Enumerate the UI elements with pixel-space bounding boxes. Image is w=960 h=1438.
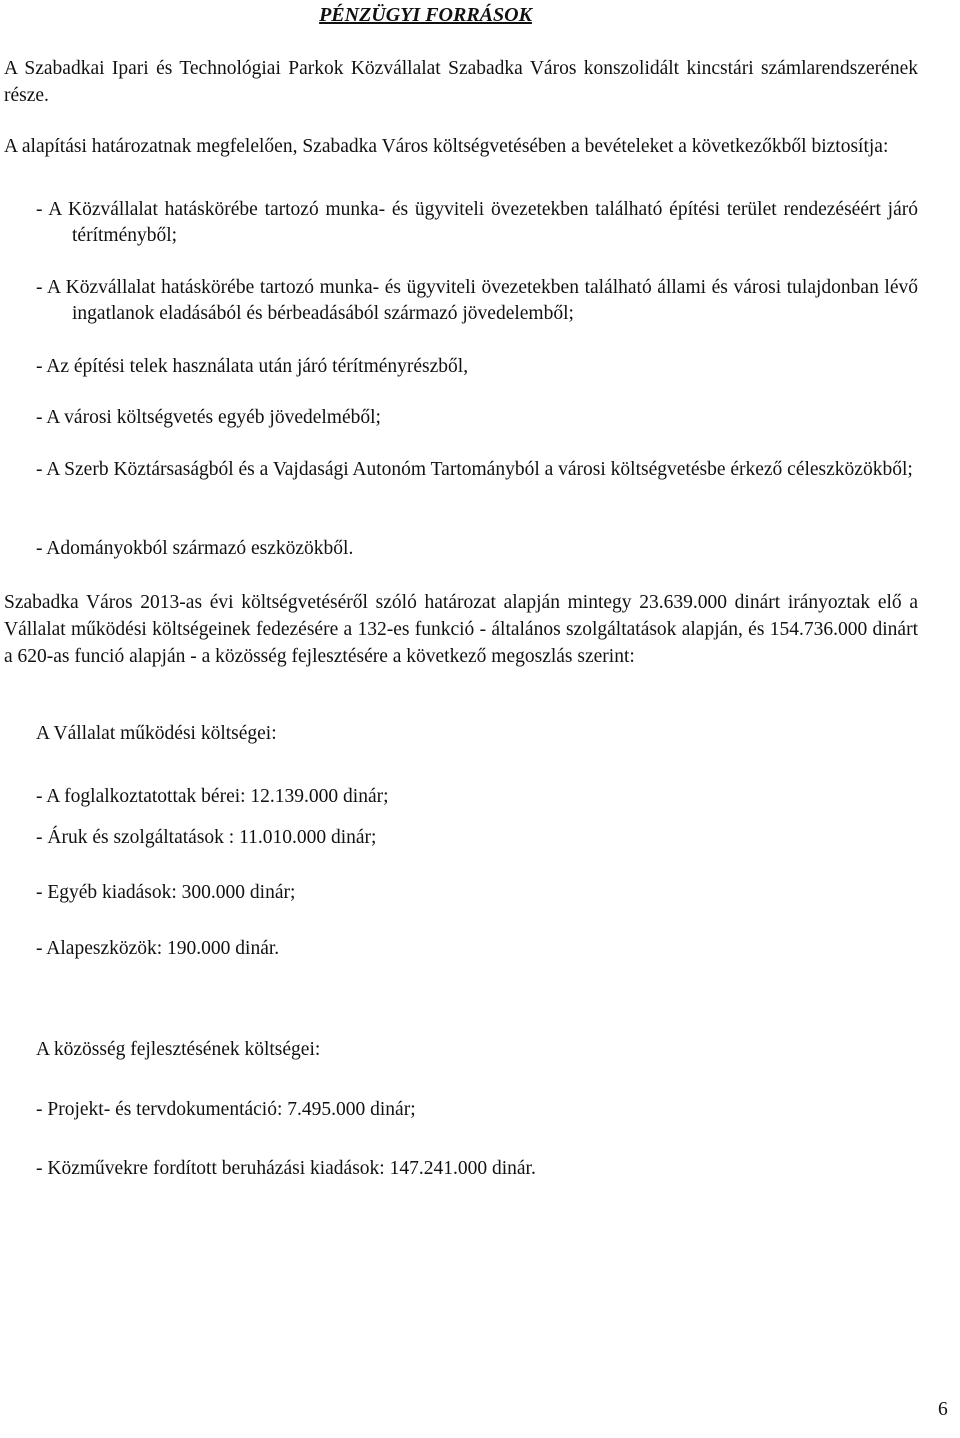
- development-cost-item: - Közművekre fordított beruházási kiadások: 147.241.000 dinár.: [36, 1158, 536, 1179]
- page-number: 6: [938, 1399, 948, 1420]
- operating-costs-heading: A Vállalat működési költségei:: [36, 723, 277, 744]
- revenue-source-item: - Adományokból származó eszközökből.: [36, 538, 354, 559]
- intro-paragraph: A Szabadkai Ipari és Technológiai Parkok Közvállalat Szabadka Város konszolidált kincstári számlarendszerének része.: [4, 58, 918, 106]
- development-costs-heading: A közösség fejlesztésének költségei:: [36, 1039, 321, 1060]
- operating-cost-item: - Áruk és szolgáltatások : 11.010.000 dinár;: [36, 827, 377, 848]
- revenue-intro-paragraph: A alapítási határozatnak megfelelően, Szabadka Város költségvetésében a bevételeket a következőkből biztosítja:: [4, 136, 889, 157]
- operating-cost-item: - A foglalkoztatottak bérei: 12.139.000 dinár;: [36, 786, 389, 807]
- revenue-source-item: - A városi költségvetés egyéb jövedelméből;: [36, 407, 381, 428]
- operating-cost-item: - Alapeszközök: 190.000 dinár.: [36, 938, 280, 959]
- budget-paragraph: Szabadka Város 2013-as évi költségvetéséről szóló határozat alapján mintegy 23.639.000 dinárt irányoztak elő a Vállalat működési költségeinek fedezésére a 132-es funkció - általános szolgáltatások alapján, és 154.736.000 dinárt a 620-as funció alapján - a közösség fejlesztésére a következő megoszlás szerint:: [4, 592, 918, 667]
- revenue-source-item: - Az építési telek használata után járó térítményrészből,: [36, 356, 469, 377]
- operating-cost-item: - Egyéb kiadások: 300.000 dinár;: [36, 882, 296, 903]
- revenue-source-item: - A Közvállalat hatáskörébe tartozó munka- és ügyviteli övezetekben található építési terület rendezéséért járó térítményből;: [36, 199, 918, 246]
- revenue-source-item: - A Közvállalat hatáskörébe tartozó munka- és ügyviteli övezetekben található állami és városi tulajdonban lévő ingatlanok eladásából és bérbeadásából származó jövedelemből;: [36, 277, 918, 324]
- revenue-source-item: - A Szerb Köztársaságból és a Vajdasági Autonóm Tartományból a városi költségvetésbe érkező céleszközökből;: [36, 459, 913, 480]
- development-cost-item: - Projekt- és tervdokumentáció: 7.495.000 dinár;: [36, 1099, 416, 1120]
- page-title: PÉNZÜGYI FORRÁSOK: [319, 4, 532, 26]
